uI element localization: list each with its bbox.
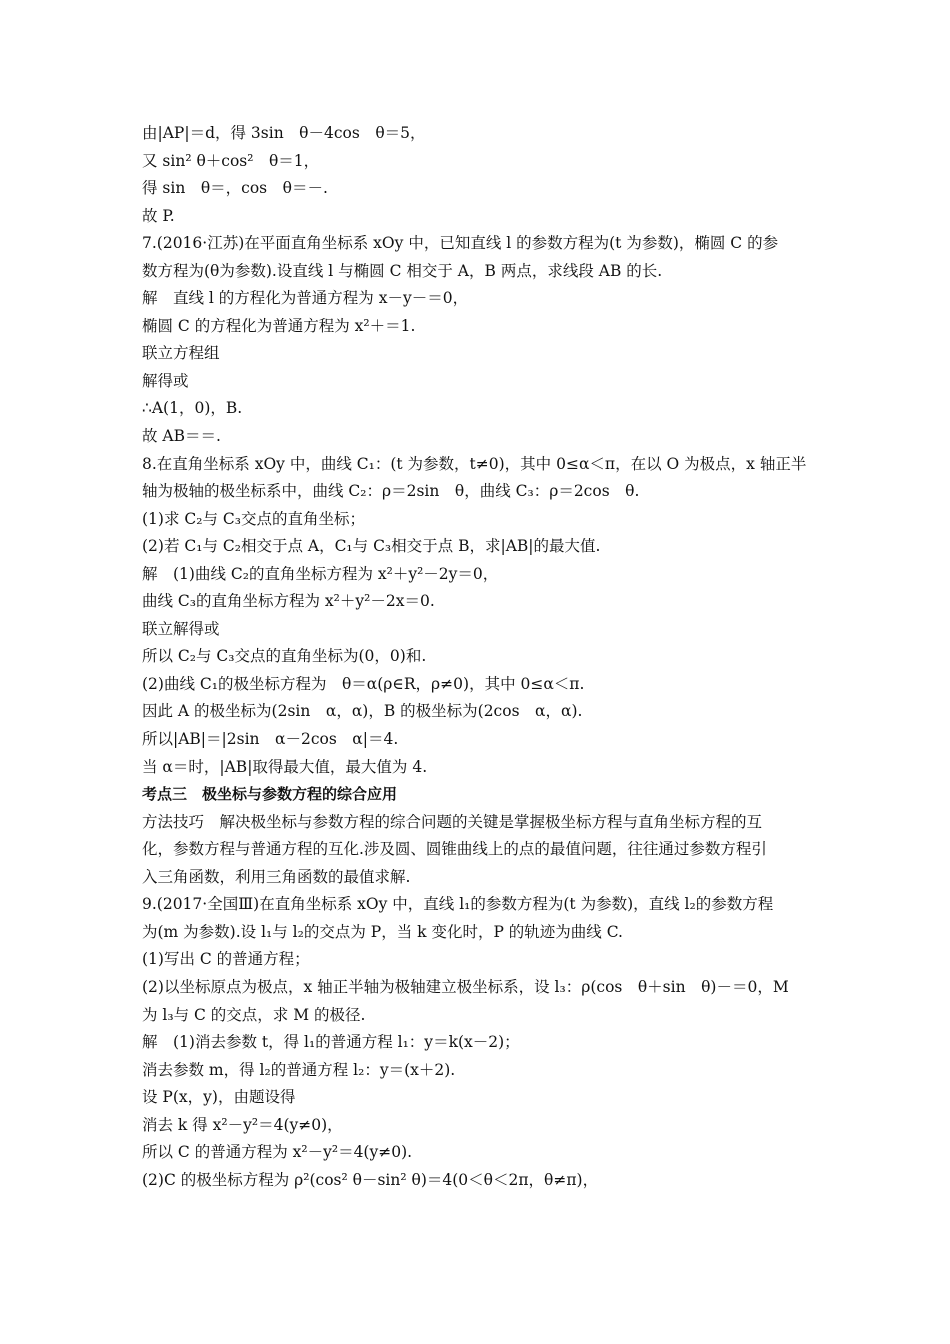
text-line: 所以 C 的普通方程为 x²－y²＝4(y≠0). bbox=[142, 1143, 413, 1162]
text-line: 消去参数 m，得 l₂的普通方程 l₂：y＝(x＋2). bbox=[142, 1060, 456, 1079]
text-line: 解得或 bbox=[142, 371, 189, 390]
text-line: 当 α＝时，|AB|取得最大值，最大值为 4. bbox=[142, 757, 428, 776]
text-line: 化，参数方程与普通方程的互化.涉及圆、圆锥曲线上的点的最值问题，往往通过参数方程引 bbox=[142, 840, 767, 859]
text-line: 又 sin² θ＋cos² θ＝1， bbox=[142, 151, 320, 170]
text-line: (2)以坐标原点为极点，x 轴正半轴为极轴建立极坐标系，设 l₃：ρ(cos θ＋sin θ)－＝0，M bbox=[142, 977, 789, 996]
text-line: 曲线 C₃的直角坐标方程为 x²＋y²－2x＝0. bbox=[142, 592, 435, 611]
document-body bbox=[142, 120, 822, 1194]
text-line: 9.(2017·全国Ⅲ)在直角坐标系 xOy 中，直线 l₁的参数方程为(t 为参数)，直线 l₂的参数方程 bbox=[142, 895, 774, 914]
text-line: 设 P(x，y)，由题设得 bbox=[142, 1088, 296, 1107]
text-line: 故 AB＝＝. bbox=[142, 427, 221, 446]
text-line: (1)求 C₂与 C₃交点的直角坐标； bbox=[142, 509, 365, 528]
text-line: 7.(2016·江苏)在平面直角坐标系 xOy 中，已知直线 l 的参数方程为(t 为参数)，椭圆 C 的参 bbox=[142, 234, 779, 253]
text-line: 解 直线 l 的方程化为普通方程为 x－y－＝0， bbox=[142, 289, 469, 308]
text-line: ∴A(1，0)，B. bbox=[142, 399, 243, 418]
text-line: (1)写出 C 的普通方程； bbox=[142, 950, 310, 969]
text-line: 因此 A 的极坐标为(2sin α，α)，B 的极坐标为(2cos α，α). bbox=[142, 702, 583, 721]
text-line: 得 sin θ＝，cos θ＝－. bbox=[142, 179, 328, 198]
text-line: 解 (1)消去参数 t，得 l₁的普通方程 l₁：y＝k(x－2)； bbox=[142, 1033, 520, 1052]
text-line: 为(m 为参数).设 l₁与 l₂的交点为 P，当 k 变化时，P 的轨迹为曲线 C. bbox=[142, 922, 623, 941]
text-line: 为 l₃与 C 的交点，求 M 的极径. bbox=[142, 1005, 366, 1024]
text-line: 所以 C₂与 C₃交点的直角坐标为(0，0)和. bbox=[142, 647, 427, 666]
text-line: 联立解得或 bbox=[142, 619, 220, 638]
text-line: 8.在直角坐标系 xOy 中，曲线 C₁：(t 为参数，t≠0)，其中 0≤α＜π，在以 O 为极点，x 轴正半 bbox=[142, 454, 807, 473]
section-heading: 考点三 极坐标与参数方程的综合应用 bbox=[142, 785, 398, 804]
text-line: 入三角函数，利用三角函数的最值求解. bbox=[142, 867, 411, 886]
text-line: 方法技巧 解决极坐标与参数方程的综合问题的关键是掌握极坐标方程与直角坐标方程的互 bbox=[142, 812, 763, 831]
text-line: (2)若 C₁与 C₂相交于点 A，C₁与 C₃相交于点 B，求|AB|的最大值. bbox=[142, 537, 601, 556]
text-line: 故 P. bbox=[142, 206, 175, 225]
text-line: 消去 k 得 x²－y²＝4(y≠0)， bbox=[142, 1115, 343, 1134]
text-line: 解 (1)曲线 C₂的直角坐标方程为 x²＋y²－2y＝0， bbox=[142, 564, 499, 583]
text-line: 数方程为(θ为参数).设直线 l 与椭圆 C 相交于 A，B 两点，求线段 AB 的长. bbox=[142, 261, 663, 280]
text-line: 所以|AB|＝|2sin α－2cos α|＝4. bbox=[142, 730, 399, 749]
text-line: 由|AP|＝d，得 3sin θ－4cos θ＝5， bbox=[142, 124, 426, 142]
text-line: 轴为极轴的极坐标系中，曲线 C₂：ρ＝2sin θ，曲线 C₃：ρ＝2cos θ. bbox=[142, 482, 640, 501]
text-line: 椭圆 C 的方程化为普通方程为 x²＋＝1. bbox=[142, 316, 416, 335]
text-line: (2)C 的极坐标方程为 ρ²(cos² θ－sin² θ)＝4(0＜θ＜2π，θ≠π)， bbox=[142, 1170, 599, 1189]
text-line: (2)曲线 C₁的极坐标方程为 θ＝α(ρ∈R，ρ≠0)，其中 0≤α＜π. bbox=[142, 674, 585, 693]
text-line: 联立方程组 bbox=[142, 344, 220, 363]
